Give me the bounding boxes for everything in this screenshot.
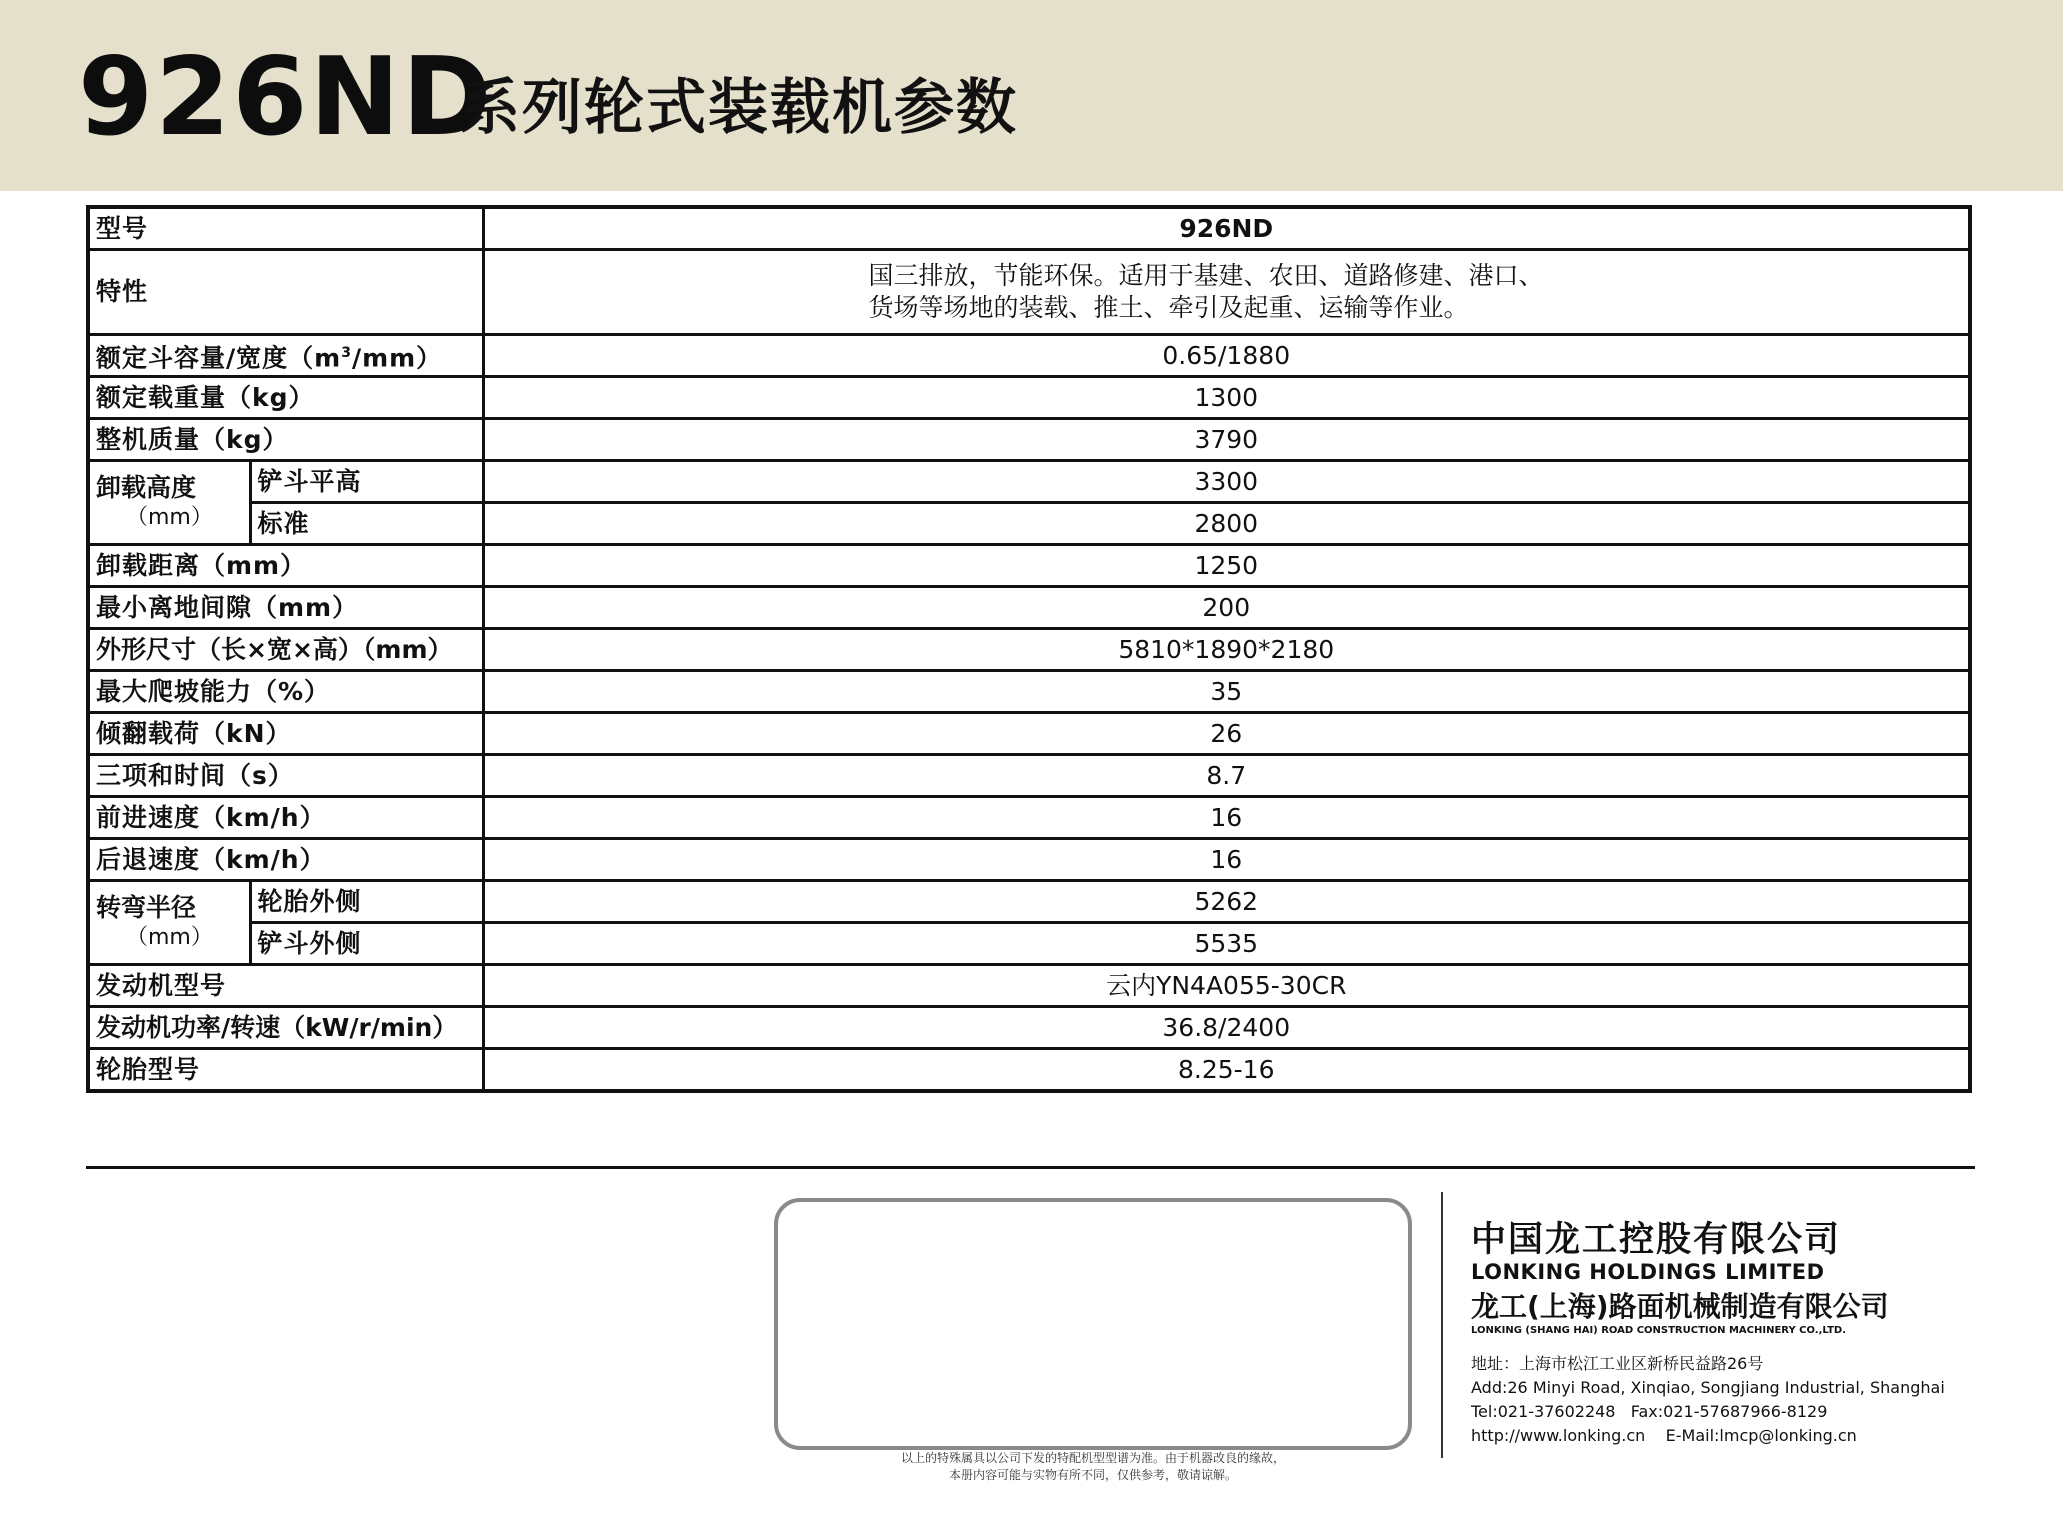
reverse-speed-label: 后退速度（km/h）: [88, 839, 483, 881]
dump-distance-value: 1250: [483, 545, 1970, 587]
company-name-cn: 中国龙工控股有限公司: [1471, 1220, 1842, 1260]
model-value: 926ND: [483, 207, 1970, 250]
table-row: [88, 207, 1970, 250]
disclaimer-note: 以上的特殊属具以公司下发的特配机型型谱为准。由于机器改良的缘故， 本册内容可能与实物有所不同，仅供参考，敬请谅解。: [900, 1451, 1285, 1482]
power-value: 36.8/2400: [483, 1007, 1970, 1049]
website-link[interactable]: http://www.lonking.cn: [1471, 1426, 1646, 1445]
dimensions-value: 5810*1890*2180: [483, 629, 1970, 671]
divider: [1441, 1192, 1443, 1458]
grade-value: 35: [483, 671, 1970, 713]
feature-label: 特性: [88, 250, 483, 335]
subsidiary-name-en: LONKING (SHANG HAI) ROAD CONSTRUCTION MACHINERY CO.,LTD.: [1471, 1325, 1847, 1336]
dump-height-label: 卸载高度 （mm）: [88, 461, 250, 545]
tire-value: 8.25-16: [483, 1049, 1970, 1092]
web-email: [1471, 1424, 1981, 1448]
table-row: [88, 629, 1970, 671]
table-row: [88, 545, 1970, 587]
subsidiary-name-cn: 龙工(上海)路面机械制造有限公司: [1471, 1290, 1889, 1323]
reverse-speed-value: 16: [483, 839, 1970, 881]
mass-value: 3790: [483, 419, 1970, 461]
turning-sub-label: 铲斗外侧: [250, 923, 483, 965]
feature-line-2: 货场等场地的装载、推土、牵引及起重、运输等作业。: [868, 293, 1469, 322]
mass-label: 整机质量（kg）: [88, 419, 483, 461]
contact-block: [1471, 1352, 1981, 1448]
table-row: [88, 671, 1970, 713]
tipping-value: 26: [483, 713, 1970, 755]
table-row: [88, 965, 1970, 1007]
table-row: [88, 377, 1970, 419]
dealer-stamp-box: [774, 1198, 1412, 1450]
header-banner: [0, 0, 2063, 191]
cycle-value: 8.7: [483, 755, 1970, 797]
engine-value: 云内YN4A055-30CR: [483, 965, 1970, 1007]
model-label: 型号: [88, 207, 483, 250]
table-row: [88, 503, 1970, 545]
table-row: [88, 713, 1970, 755]
tipping-label: 倾翻载荷（kN）: [88, 713, 483, 755]
cycle-label: 三项和时间（s）: [88, 755, 483, 797]
table-row: [88, 839, 1970, 881]
table-row: [88, 1049, 1970, 1092]
company-name-en: LONKING HOLDINGS LIMITED: [1471, 1260, 1825, 1284]
table-row: [88, 461, 1970, 503]
grade-label: 最大爬坡能力（%）: [88, 671, 483, 713]
model-title: 926ND: [78, 35, 494, 160]
address-en: Add:26 Minyi Road, Xinqiao, Songjiang Industrial, Shanghai: [1471, 1378, 1945, 1397]
divider: [86, 1166, 1975, 1169]
dimensions-label: 外形尺寸（长×宽×高）（mm）: [88, 629, 483, 671]
turning-value: 5262: [483, 881, 1970, 923]
table-row: [88, 755, 1970, 797]
turning-radius-label: 转弯半径 （mm）: [88, 881, 250, 965]
feature-line-1: 国三排放，节能环保。适用于基建、农田、道路修建、港口、: [868, 261, 1544, 290]
table-row: [88, 419, 1970, 461]
table-row: [88, 881, 1970, 923]
turning-value: 5535: [483, 923, 1970, 965]
dump-height-value: 2800: [483, 503, 1970, 545]
table-row: [88, 335, 1970, 377]
dump-distance-label: 卸载距离（mm）: [88, 545, 483, 587]
company-info: [1471, 1220, 1981, 1448]
table-row: [88, 797, 1970, 839]
forward-speed-label: 前进速度（km/h）: [88, 797, 483, 839]
dump-height-sub-label: 标准: [250, 503, 483, 545]
table-row: [88, 250, 1970, 335]
clearance-label: 最小离地间隙（mm）: [88, 587, 483, 629]
phone-fax: Tel:021-37602248 Fax:021-57687966-8129: [1471, 1402, 1828, 1421]
engine-label: 发动机型号: [88, 965, 483, 1007]
table-row: [88, 1007, 1970, 1049]
power-label: 发动机功率/转速（kW/r/min）: [88, 1007, 483, 1049]
email-link[interactable]: E-Mail:lmcp@lonking.cn: [1665, 1426, 1857, 1445]
tire-label: 轮胎型号: [88, 1049, 483, 1092]
table-row: [88, 923, 1970, 965]
forward-speed-value: 16: [483, 797, 1970, 839]
turning-sub-label: 轮胎外侧: [250, 881, 483, 923]
bucket-label: 额定斗容量/宽度$(m^3/mm)$: [88, 335, 483, 377]
clearance-value: 200: [483, 587, 1970, 629]
page-title: 系列轮式装载机参数: [460, 73, 1018, 143]
table-row: [88, 587, 1970, 629]
load-value: 1300: [483, 377, 1970, 419]
feature-value: [483, 250, 1970, 335]
dump-height-value: 3300: [483, 461, 1970, 503]
address-cn: 地址：上海市松江工业区新桥民益路26号: [1471, 1354, 1764, 1373]
load-label: 额定载重量（kg）: [88, 377, 483, 419]
dump-height-sub-label: 铲斗平高: [250, 461, 483, 503]
bucket-value: 0.65/1880: [483, 335, 1970, 377]
spec-table: [86, 205, 1972, 1093]
